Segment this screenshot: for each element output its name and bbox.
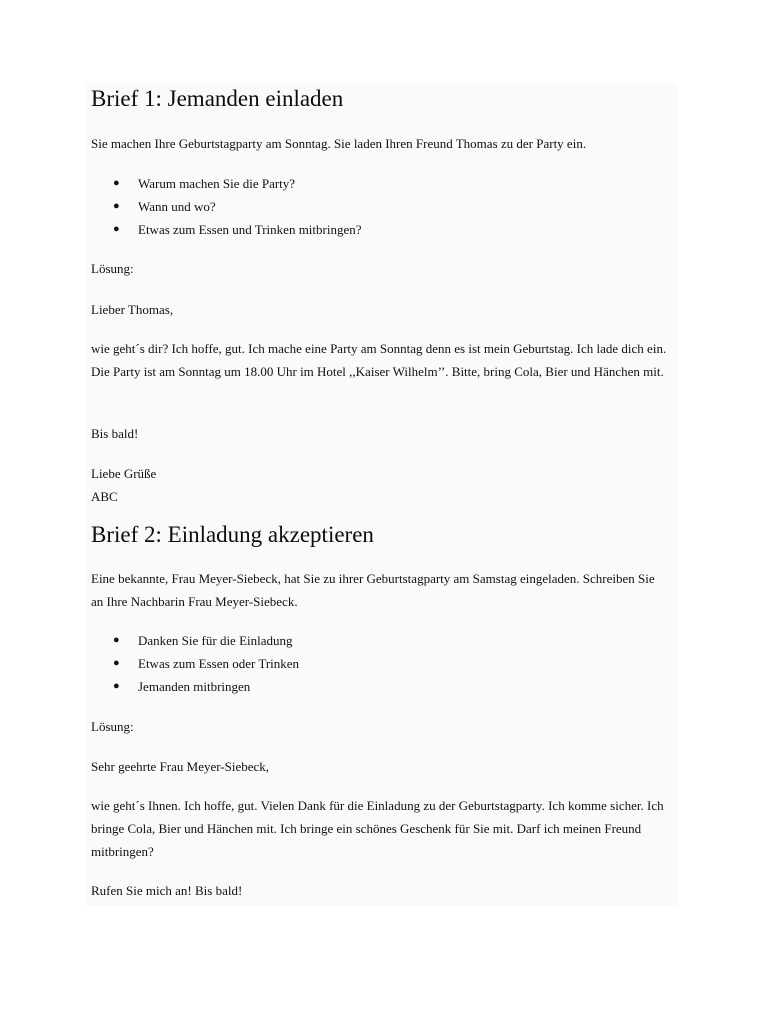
list-item: ● Jemanden mitbringen — [91, 675, 681, 698]
list-item: ● Warum machen Sie die Party? — [91, 172, 681, 195]
letter1-heading: Brief 1: Jemanden einladen — [91, 86, 344, 111]
letter2-heading: Brief 2: Einladung akzeptieren — [91, 522, 374, 547]
bullet-icon: ● — [113, 200, 120, 212]
letter1-signature: ABC — [91, 489, 118, 504]
bullet-icon: ● — [113, 680, 120, 692]
letter1-greeting: Liebe Grüße — [91, 466, 157, 481]
letter2-intro: Eine bekannte, Frau Meyer-Siebeck, hat Sie zu ihrer Geburtstagparty am Samstag eingeladen. Schreiben Sie an Ihre Nachbarin Frau Meyer-Siebeck. — [91, 571, 655, 609]
letter2-salutation: Sehr geehrte Frau Meyer-Siebeck, — [91, 759, 270, 774]
letter2-bullet-list — [91, 629, 681, 698]
letter1-intro: Sie machen Ihre Geburtstagparty am Sonntag. Sie laden Ihren Freund Thomas zu der Party ein. — [91, 136, 587, 151]
letter2-closing: Rufen Sie mich an! Bis bald! — [91, 883, 243, 898]
list-item: ● Danken Sie für die Einladung — [91, 629, 681, 652]
bullet-icon: ● — [113, 634, 120, 646]
list-item: ● Etwas zum Essen und Trinken mitbringen? — [91, 218, 681, 241]
bullet-icon: ● — [113, 177, 120, 189]
bullet-icon: ● — [113, 657, 120, 669]
letter2-solution-label: Lösung: — [91, 719, 134, 734]
letter1-salutation: Lieber Thomas, — [91, 302, 174, 317]
bullet-icon: ● — [113, 223, 120, 235]
letter1-closing: Bis bald! — [91, 426, 139, 441]
letter1-bullet-list — [91, 172, 681, 241]
letter1-solution-label: Lösung: — [91, 261, 134, 276]
list-item: ● Wann und wo? — [91, 195, 681, 218]
letter2-body: wie geht´s Ihnen. Ich hoffe, gut. Vielen Dank für die Einladung zu der Geburtstagparty. Ich komme sicher. Ich bringe Cola, Bier und Hänchen mit. Ich bringe ein schönes Geschenk für Sie mit. Darf ich meinen Freund mitbringen? — [91, 798, 664, 859]
list-item: ● Etwas zum Essen oder Trinken — [91, 652, 681, 675]
letter1-body: wie geht´s dir? Ich hoffe, gut. Ich mache eine Party am Sonntag denn es ist mein Geburtstag. Ich lade dich ein. Die Party ist am Sonntag um 18.00 Uhr im Hotel ,,Kaiser Wilhelm’’. Bitte, bring Cola, Bier und Hänchen mit. — [91, 341, 667, 379]
